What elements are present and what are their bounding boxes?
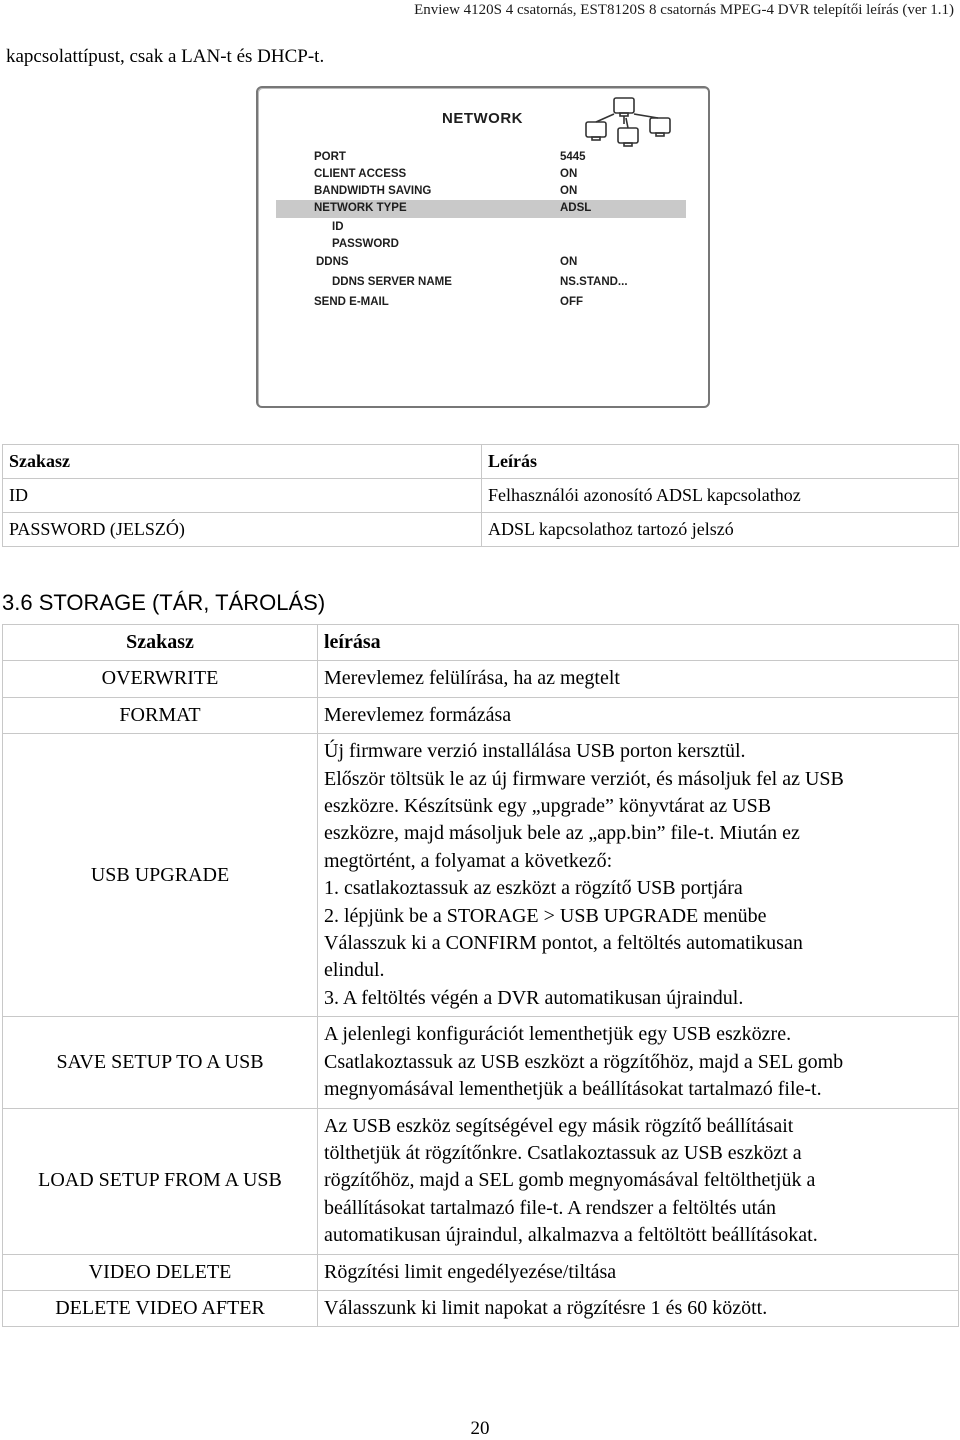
osd-title: NETWORK — [442, 110, 523, 127]
table-cell: PASSWORD (JELSZÓ) — [3, 513, 482, 547]
table-row — [3, 661, 959, 697]
document-header: Enview 4120S 4 csatornás, EST8120S 8 csatornás MPEG-4 DVR telepítői leírás (ver 1.1) — [414, 2, 954, 18]
osd-row-password[interactable]: PASSWORD — [332, 238, 399, 250]
section-title: 3.6 STORAGE (TÁR, TÁROLÁS) — [2, 590, 326, 615]
description-line: 3. A feltöltés végén a DVR automatikusan újraindul. — [324, 986, 744, 1009]
table-header-cell: Leírás — [482, 445, 959, 479]
description-line: elindul. — [324, 959, 385, 982]
storage-table — [2, 624, 959, 1327]
description-line: A jelenlegi konfigurációt lementhetjük egy USB eszközre. — [324, 1023, 792, 1046]
description-line: automatikusan újraindul, alkalmazva a feltöltött beállításokat. — [324, 1224, 818, 1247]
table-cell-section: USB UPGRADE — [3, 734, 318, 1017]
description-line: Az USB eszköz segítségével egy másik rögzítő beállításait — [324, 1114, 794, 1137]
description-line: beállításokat tartalmazó file-t. A rendszer a feltöltés után — [324, 1196, 777, 1219]
intro-text: kapcsolattípust, csak a LAN-t és DHCP-t. — [6, 46, 325, 67]
table-cell-section: LOAD SETUP FROM A USB — [3, 1108, 318, 1254]
table-cell-description — [318, 697, 959, 733]
osd-row-send-email[interactable]: SEND E-MAIL OFF — [314, 296, 583, 308]
network-menu-screenshot — [256, 86, 710, 408]
table-cell: ID — [3, 479, 482, 513]
table-cell-description — [318, 1108, 959, 1254]
table-header-row — [3, 445, 959, 479]
description-line: megtörtént, a folyamat a következő: — [324, 849, 613, 872]
osd-row-ddns-server-name[interactable]: DDNS SERVER NAME NS.STAND... — [332, 276, 628, 288]
osd-row-bandwidth-saving[interactable]: BANDWIDTH SAVING ON — [314, 185, 578, 197]
table-row — [3, 479, 959, 513]
table-cell-section: OVERWRITE — [3, 661, 318, 697]
table-row — [3, 1290, 959, 1326]
table-row — [3, 697, 959, 733]
table-header-cell: Szakasz — [3, 625, 318, 661]
table-header-cell: Szakasz — [3, 445, 482, 479]
table-cell: ADSL kapcsolathoz tartozó jelszó — [482, 513, 959, 547]
description-line: eszközre, majd másoljuk bele az „app.bin” file-t. Miután ez — [324, 822, 800, 845]
description-line: rögzítőhöz, majd a SEL gomb megnyomásával feltölthetjük a — [324, 1169, 816, 1192]
description-line: Először töltsük le az új firmware verziót, és másoljuk fel az USB — [324, 767, 844, 790]
osd-row-client-access[interactable]: CLIENT ACCESS ON — [314, 168, 578, 180]
table-row — [3, 513, 959, 547]
table-cell-section: SAVE SETUP TO A USB — [3, 1017, 318, 1108]
table-row — [3, 734, 959, 1017]
description-line: Csatlakoztassuk az USB eszközt a rögzítőhöz, majd a SEL gomb — [324, 1050, 844, 1073]
description-line: Merevlemez felülírása, ha az megtelt — [324, 667, 620, 690]
description-line: Új firmware verzió installálása USB porton kersztül. — [324, 740, 746, 763]
table-cell: Felhasználói azonosító ADSL kapcsolathoz — [482, 479, 959, 513]
description-line: Válasszunk ki limit napokat a rögzítésre 1 és 60 között. — [324, 1296, 768, 1319]
osd-row-id[interactable]: ID — [332, 221, 344, 233]
description-line: 1. csatlakoztassuk az eszközt a rögzítő USB portjára — [324, 877, 743, 900]
table-cell-description — [318, 1290, 959, 1326]
table-cell-section: FORMAT — [3, 697, 318, 733]
description-line: megnyomásával lementhetjük a beállításokat tartalmazó file-t. — [324, 1078, 822, 1101]
table-cell-description — [318, 1017, 959, 1108]
description-line: 2. lépjünk be a STORAGE > USB UPGRADE menübe — [324, 904, 767, 927]
description-line: eszközre. Készítsünk egy „upgrade” könyvtárat az USB — [324, 795, 772, 818]
table-cell-description — [318, 661, 959, 697]
description-line: Merevlemez formázása — [324, 703, 512, 726]
description-line: Válasszuk ki a CONFIRM pontot, a feltöltés automatikusan — [324, 932, 803, 955]
table-header-cell: leírása — [318, 625, 959, 661]
osd-row-ddns[interactable]: DDNS ON — [316, 256, 578, 268]
description-line: tölthetjük át rögzítőnkre. Csatlakoztassuk az USB eszközt a — [324, 1141, 802, 1164]
table-row — [3, 1017, 959, 1108]
table-cell-description — [318, 734, 959, 1017]
network-fields-table — [2, 444, 959, 547]
table-cell-description — [318, 1254, 959, 1290]
description-line: Rögzítési limit engedélyezése/tiltása — [324, 1260, 617, 1283]
table-row — [3, 1254, 959, 1290]
osd-row-port[interactable]: PORT 5445 — [314, 151, 586, 163]
table-cell-section: VIDEO DELETE — [3, 1254, 318, 1290]
table-header-row — [3, 625, 959, 661]
table-row — [3, 1108, 959, 1254]
osd-row-network-type[interactable]: NETWORK TYPE ADSL — [314, 202, 592, 214]
table-cell-section: DELETE VIDEO AFTER — [3, 1290, 318, 1326]
network-computers-icon — [584, 96, 674, 154]
page-number: 20 — [470, 1418, 490, 1439]
